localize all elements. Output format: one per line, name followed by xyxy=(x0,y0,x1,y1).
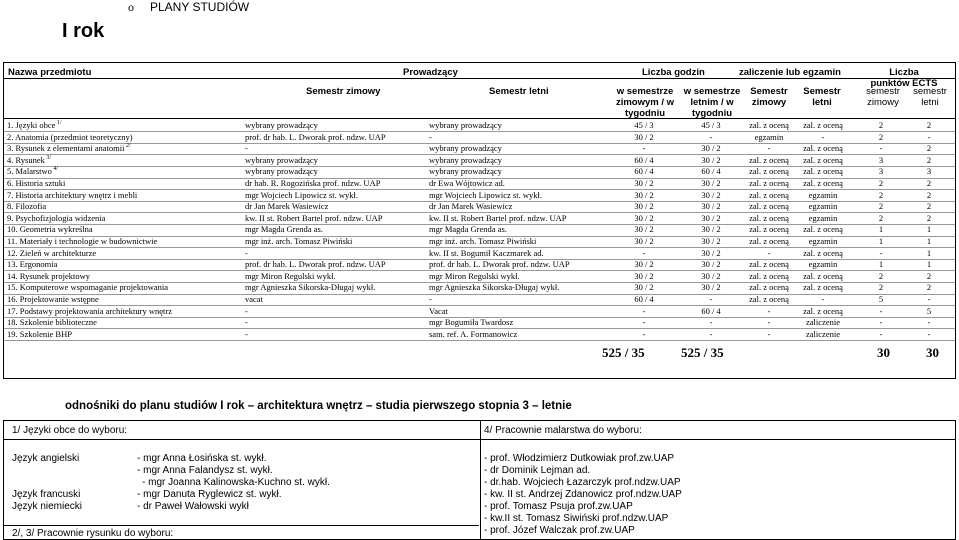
cell-gs: - xyxy=(821,294,825,304)
painting-teacher: - prof. Tomasz Psuja prof.zw.UAP xyxy=(484,501,633,512)
languages-title: 1/ Języki obce do wyboru: xyxy=(12,425,128,436)
cell-hs: 30 / 2 xyxy=(701,259,721,270)
cell-ew: 2 xyxy=(878,201,884,212)
cell-gw: zal. z oceną xyxy=(749,201,789,212)
header-ects: Liczba punktów ECTS xyxy=(870,67,938,89)
cell-gs: zal. z oceną xyxy=(803,166,843,177)
cell-gs: egzamin xyxy=(808,189,838,200)
cell-hs: 60 / 4 xyxy=(701,305,721,316)
cell-gw: zal. z oceną xyxy=(749,120,789,130)
cell-gs: egzamin xyxy=(808,259,838,270)
subject-name: 3. Rysunek z elementami anatomii $^{2/}$ xyxy=(7,143,131,154)
cell-ls: wybrany prowadzący xyxy=(429,120,502,130)
cell-gs: zaliczenie xyxy=(806,317,840,328)
cell-gs: zal. z oceną xyxy=(803,143,843,154)
cell-es: - xyxy=(927,317,931,328)
bullet-marker: o xyxy=(128,0,134,14)
study-plan-table xyxy=(3,62,956,379)
header-lecturer: Prowadzący xyxy=(403,67,458,78)
subject-name: 17. Podstawy projektowania architektury wnętrz xyxy=(7,305,172,316)
cell-ew: 1 xyxy=(878,259,884,270)
cell-gw: - xyxy=(767,247,771,258)
cell-gs: zal. z oceną xyxy=(803,154,843,165)
cell-es: 2 xyxy=(926,201,932,212)
cell-lw: dr hab. R. Rogozińska prof. ndzw. UAP xyxy=(245,178,381,188)
cell-hw: 45 / 3 xyxy=(634,120,654,130)
subject-name: 18. Szkolenie biblioteczne xyxy=(7,317,97,328)
cell-hw: 60 / 4 xyxy=(634,294,654,304)
cell-ls: dr Jan Marek Wasiewicz xyxy=(429,201,513,212)
cell-ew: 2 xyxy=(878,212,884,223)
cell-lw: wybrany prowadzący xyxy=(245,154,318,165)
cell-ls: mgr inż. arch. Tomasz Piwiński xyxy=(429,236,537,246)
cell-lw: mgr Miron Regulski wykł. xyxy=(245,270,336,281)
cell-ls: mgr Bogumiła Twardosz xyxy=(429,317,514,328)
cell-lw: kw. II st. Robert Bartel prof. ndzw. UAP xyxy=(245,212,383,223)
header-subject: Nazwa przedmiotu xyxy=(8,67,92,78)
cell-es: - xyxy=(927,294,931,304)
subject-name: 2. Anatomia (przedmiot teoretyczny) xyxy=(7,131,133,142)
cell-ls: kw. II st. Bogumił Kaczmarek ad. xyxy=(429,247,544,258)
cell-hw: 30 / 2 xyxy=(634,131,654,142)
subject-name: 14. Rysunek projektowy xyxy=(7,270,90,281)
subject-name: 6. Historia sztuki xyxy=(7,178,66,188)
subject-name: 15. Komputerowe wspomaganie projektowania xyxy=(7,282,168,293)
footnotes-box xyxy=(3,420,956,540)
cell-gw: - xyxy=(767,305,771,316)
cell-hs: 45 / 3 xyxy=(701,120,721,130)
legend-divider-middle xyxy=(480,421,481,539)
cell-hs: 30 / 2 xyxy=(701,178,721,188)
cell-ew: 3 xyxy=(878,154,884,165)
cell-gs: zal. z oceną xyxy=(803,270,843,281)
header-ects-winter: semestr zimowy xyxy=(866,86,900,108)
cell-hs: - xyxy=(709,131,713,142)
cell-ls: mgr Magda Grenda as. xyxy=(429,224,507,235)
cell-lw: mgr inż. arch. Tomasz Piwiński xyxy=(245,236,353,246)
subject-name: 11. Materiały i technologie w budownictwie xyxy=(7,236,158,246)
cell-ls: mgr Miron Regulski wykł. xyxy=(429,270,520,281)
cell-ew: 2 xyxy=(878,178,884,188)
cell-hs: 30 / 2 xyxy=(701,270,721,281)
cell-es: 1 xyxy=(926,224,932,235)
cell-gw: zal. z oceną xyxy=(749,166,789,177)
cell-ew: - xyxy=(879,247,883,258)
cell-lw: prof. dr hab. L. Dworak prof. ndzw. UAP xyxy=(245,131,386,142)
painting-teacher: - dr Dominik Lejman ad. xyxy=(484,465,591,476)
cell-gs: egzamin xyxy=(808,212,838,223)
cell-gs: zal. z oceną xyxy=(803,247,843,258)
cell-hw: - xyxy=(642,305,646,316)
cell-hs: - xyxy=(709,317,713,328)
cell-gs: egzamin xyxy=(808,201,838,212)
cell-es: 1 xyxy=(926,236,932,246)
subject-name: 1. Języki obce $^{1/}$ xyxy=(7,120,62,130)
cell-hs: 30 / 2 xyxy=(701,236,721,246)
cell-hw: 30 / 2 xyxy=(634,224,654,235)
subject-name: 12. Zieleń w architekturze xyxy=(7,247,97,258)
cell-ew: 2 xyxy=(878,270,884,281)
cell-lw: dr Jan Marek Wasiewicz xyxy=(245,201,329,212)
header-grade-summer: Semestr letni xyxy=(803,86,841,108)
cell-hw: 30 / 2 xyxy=(634,212,654,223)
cell-ew: - xyxy=(879,328,883,339)
cell-hw: 60 / 4 xyxy=(634,166,654,177)
cell-ls: dr Ewa Wójtowicz ad. xyxy=(429,178,505,188)
cell-hw: 60 / 4 xyxy=(634,154,654,165)
subject-name: 13. Ergonomia xyxy=(7,259,58,270)
cell-gs: zaliczenie xyxy=(806,328,840,339)
cell-gw: zal. z oceną xyxy=(749,294,789,304)
cell-ew: 3 xyxy=(878,166,884,177)
cell-gs: - xyxy=(821,131,825,142)
painting-title: 4/ Pracownie malarstwa do wyboru: xyxy=(484,425,642,436)
painting-teacher: - prof. Włodzimierz Dutkowiak prof.zw.UAP xyxy=(484,453,675,464)
lang-english: Język angielski xyxy=(12,453,80,464)
painting-teacher: - dr.hab. Wojciech Łazarczyk prof.ndzw.UAP xyxy=(484,477,681,488)
total-ects-winter: 30 xyxy=(877,345,890,360)
year-title: I rok xyxy=(62,20,105,42)
header-lecturer-winter: Semestr zimowy xyxy=(306,86,381,97)
plan-title: PLANY STUDIÓW xyxy=(150,0,250,14)
cell-gw: zal. z oceną xyxy=(749,212,789,223)
header-grading: zaliczenie lub egzamin xyxy=(739,67,841,78)
cell-gs: egzamin xyxy=(808,236,838,246)
cell-ew: 1 xyxy=(878,236,884,246)
cell-hw: - xyxy=(642,317,646,328)
painting-teacher: - kw.II st. Tomasz Siwiński prof.ndzw.UAP xyxy=(484,513,669,524)
cell-ls: Vacat xyxy=(429,305,448,316)
cell-hs: 30 / 2 xyxy=(701,247,721,258)
footnote-marker: 1/ xyxy=(55,120,62,127)
cell-hw: 30 / 2 xyxy=(634,270,654,281)
cell-es: 3 xyxy=(926,166,932,177)
footnote-marker: 4/ xyxy=(51,166,59,173)
cell-gw: - xyxy=(767,317,771,328)
cell-hs: 30 / 2 xyxy=(701,224,721,235)
lang-german: Język niemiecki xyxy=(12,501,83,512)
cell-lw: - xyxy=(245,247,248,258)
cell-ew: 2 xyxy=(878,189,884,200)
cell-hw: 30 / 2 xyxy=(634,259,654,270)
cell-ls: mgr Wojciech Lipowicz st. wykł. xyxy=(429,189,542,200)
lang-french: Język francuski xyxy=(12,489,81,500)
cell-es: 2 xyxy=(926,154,932,165)
cell-hw: - xyxy=(642,328,646,339)
cell-lw: wybrany prowadzący xyxy=(245,166,318,177)
cell-ls: sam. ref. A. Formanowicz xyxy=(429,328,518,339)
cell-ls: wybrany prowadzący xyxy=(429,154,502,165)
cell-lw: mgr Magda Grenda as. xyxy=(245,224,323,235)
header-ects-summer: semestr letni xyxy=(913,86,947,108)
painting-teacher: - prof. Józef Walczak prof.zw.UAP xyxy=(484,525,635,536)
cell-hs: 30 / 2 xyxy=(701,201,721,212)
header-grade-winter: Semestr zimowy xyxy=(750,86,788,108)
cell-ls: mgr Agnieszka Sikorska-Długaj wykł. xyxy=(429,282,560,293)
cell-ls: - xyxy=(429,131,432,142)
cell-es: 2 xyxy=(926,120,932,130)
cell-gw: zal. z oceną xyxy=(749,236,789,246)
cell-ls: prof. dr hab. L. Dworak prof. ndzw. UAP xyxy=(429,259,570,270)
cell-gw: zal. z oceną xyxy=(749,224,789,235)
cell-hw: - xyxy=(642,143,646,154)
cell-gw: - xyxy=(767,328,771,339)
cell-hs: 30 / 2 xyxy=(701,212,721,223)
cell-es: 2 xyxy=(926,270,932,281)
cell-es: 2 xyxy=(926,178,932,188)
cell-ls: wybrany prowadzący xyxy=(429,166,502,177)
cell-lw: - xyxy=(245,143,248,154)
cell-hs: 30 / 2 xyxy=(701,189,721,200)
cell-lw: - xyxy=(245,317,248,328)
cell-gw: zal. z oceną xyxy=(749,154,789,165)
cell-ew: - xyxy=(879,305,883,316)
subject-name: 9. Psychofizjologia widzenia xyxy=(7,212,106,223)
cell-ew: 1 xyxy=(878,224,884,235)
cell-hw: 30 / 2 xyxy=(634,178,654,188)
cell-lw: mgr Agnieszka Sikorska-Długaj wykł. xyxy=(245,282,376,293)
cell-gw: zal. z oceną xyxy=(749,178,789,188)
cell-gw: - xyxy=(767,143,771,154)
cell-ls: kw. II st. Robert Bartel prof. ndzw. UAP xyxy=(429,212,567,223)
english-teacher: - mgr Anna Łosińska st. wykł. xyxy=(137,453,267,464)
cell-gs: zal. z oceną xyxy=(803,178,843,188)
cell-gs: zal. z oceną xyxy=(803,282,843,293)
cell-hs: 60 / 4 xyxy=(701,166,721,177)
cell-ew: 5 xyxy=(878,294,884,304)
footnote-marker: 3/ xyxy=(44,154,52,161)
total-hours-summer: 525 / 35 xyxy=(681,345,724,360)
cell-lw: vacat xyxy=(245,294,263,304)
cell-lw: mgr Wojciech Lipowicz st. wykł. xyxy=(245,189,358,200)
total-hours-winter: 525 / 35 xyxy=(602,345,645,360)
cell-hs: - xyxy=(709,328,713,339)
cell-lw: prof. dr hab. L. Dworak prof. ndzw. UAP xyxy=(245,259,386,270)
painting-teacher: - kw. II st. Andrzej Zdanowicz prof.ndzw.UAP xyxy=(484,489,682,500)
header-divider xyxy=(4,78,955,79)
cell-ew: 2 xyxy=(878,131,884,142)
cell-gw: zal. z oceną xyxy=(749,189,789,200)
french-teacher: - mgr Danuta Ryglewicz st. wykł. xyxy=(137,489,282,500)
cell-ew: - xyxy=(879,317,883,328)
cell-lw: - xyxy=(245,328,248,339)
cell-ls: - xyxy=(429,294,432,304)
subject-name: 8. Filozofia xyxy=(7,201,47,212)
cell-hs: 30 / 2 xyxy=(701,282,721,293)
cell-es: 2 xyxy=(926,143,932,154)
cell-es: 2 xyxy=(926,189,932,200)
row-divider xyxy=(4,340,955,341)
cell-gs: zal. z oceną xyxy=(803,305,843,316)
cell-es: 5 xyxy=(926,305,932,316)
cell-hs: 30 / 2 xyxy=(701,154,721,165)
cell-lw: wybrany prowadzący xyxy=(245,120,318,130)
cell-es: 2 xyxy=(926,282,932,293)
header-hours-winter: w semestrze zimowym / w tygodniu xyxy=(615,86,675,119)
cell-es: 2 xyxy=(926,212,932,223)
subject-name: 5. Malarstwo $^{4/}$ xyxy=(7,166,59,177)
cell-lw: - xyxy=(245,305,248,316)
cell-gw: zal. z oceną xyxy=(749,259,789,270)
cell-ls: wybrany prowadzący xyxy=(429,143,502,154)
drawing-title: 2/, 3/ Pracownie rysunku do wyboru: xyxy=(12,528,174,539)
cell-es: - xyxy=(927,328,931,339)
cell-hw: 30 / 2 xyxy=(634,189,654,200)
header-hours-summer: w semestrze letnim / w tygodniu xyxy=(683,86,741,119)
total-ects-summer: 30 xyxy=(926,345,939,360)
footnote-marker: 2/ xyxy=(124,143,131,150)
cell-ew: - xyxy=(879,143,883,154)
cell-es: 1 xyxy=(926,259,932,270)
cell-ew: 2 xyxy=(878,282,884,293)
subject-name: 10. Geometria wykreślna xyxy=(7,224,93,235)
cell-gw: egzamin xyxy=(754,131,784,142)
german-teacher: - dr Paweł Wałowski wykł xyxy=(137,501,249,512)
cell-es: 1 xyxy=(926,247,932,258)
header-hours: Liczba godzin xyxy=(642,67,705,78)
cell-gs: zal. z oceną xyxy=(803,120,843,130)
cell-es: - xyxy=(927,131,931,142)
cell-gw: zal. z oceną xyxy=(749,270,789,281)
cell-hs: - xyxy=(709,294,713,304)
cell-gw: zal. z oceną xyxy=(749,282,789,293)
subject-name: 4. Rysunek $^{3/}$ xyxy=(7,154,52,165)
english-teacher: - mgr Joanna Kalinowska-Kuchno st. wykł. xyxy=(142,477,330,488)
cell-hw: 30 / 2 xyxy=(634,201,654,212)
cell-hs: 30 / 2 xyxy=(701,143,721,154)
cell-gs: zal. z oceną xyxy=(803,224,843,235)
cell-hw: 30 / 2 xyxy=(634,236,654,246)
english-teacher: - mgr Anna Falandysz st. wykł. xyxy=(137,465,273,476)
subject-name: 7. Historia architektury wnętrz i mebli xyxy=(7,189,138,200)
legend-divider-bottom xyxy=(4,525,479,526)
subject-name: 19. Szkolenie BHP xyxy=(7,328,72,339)
cell-hw: - xyxy=(642,247,646,258)
cell-ew: 2 xyxy=(878,120,884,130)
cell-hw: 30 / 2 xyxy=(634,282,654,293)
footnotes-heading: odnośniki do planu studiów I rok – architektura wnętrz – studia pierwszego stopnia 3 – letnie xyxy=(65,400,572,412)
subject-name: 16. Projektowanie wstępne xyxy=(7,294,99,304)
header-bottom-divider xyxy=(4,118,955,119)
header-lecturer-summer: Semestr letni xyxy=(489,86,549,97)
